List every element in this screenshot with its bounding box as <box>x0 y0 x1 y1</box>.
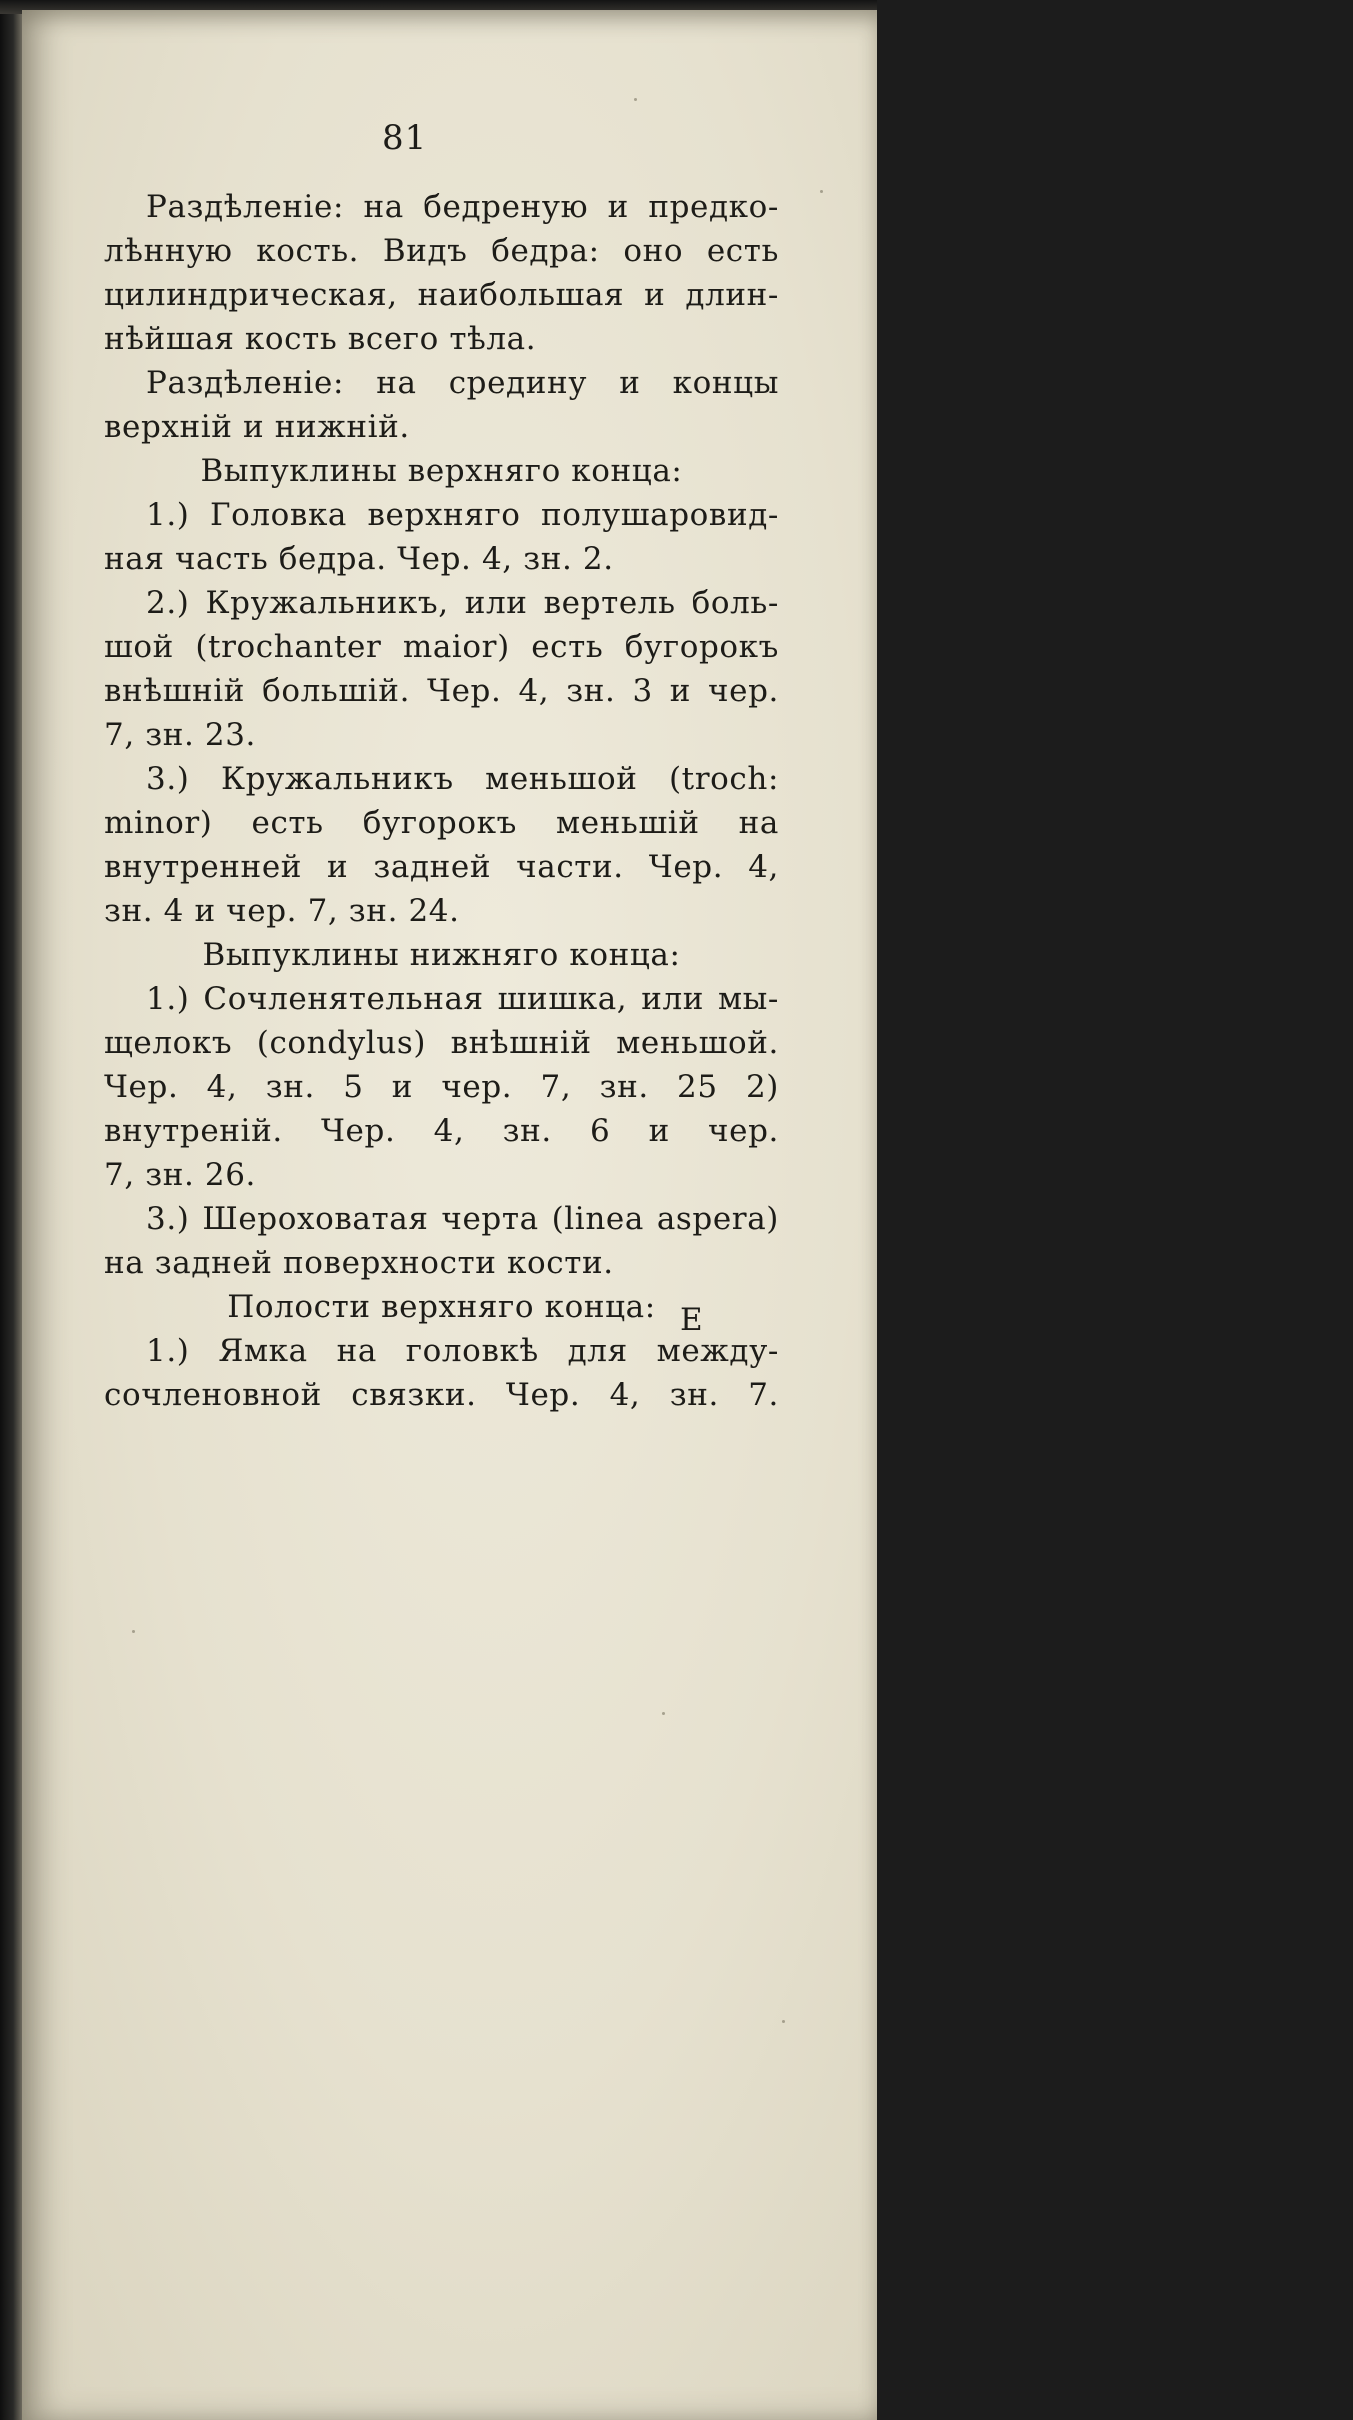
section-heading: Полости верхняго конца: <box>227 1289 656 1325</box>
catchword: E <box>680 1302 703 1338</box>
scan-left-edge <box>0 0 22 2420</box>
paper-speck <box>820 190 823 193</box>
text-line: minor) есть бугорокъ меньшій на <box>104 805 779 841</box>
page-number: 81 <box>382 118 428 158</box>
text-line: ная часть бедра. Чер. 4, зн. 2. <box>104 541 614 577</box>
text-line: шой (trochanter maior) есть бугорокъ <box>104 629 779 665</box>
text-line: Чер. 4, зн. 5 и чер. 7, зн. 25 2) <box>104 1069 779 1105</box>
text-line: цилиндрическая, наибольшая и длин- <box>104 277 779 313</box>
book-page <box>22 10 877 2420</box>
paper-speck <box>132 1630 135 1633</box>
paper-speck <box>662 1712 665 1715</box>
text-line: 3.) Кружальникъ меньшой (troch: <box>146 761 779 797</box>
text-line: 7, зн. 23. <box>104 717 257 753</box>
section-heading: Выпуклины нижняго конца: <box>202 937 681 973</box>
text-line: 3.) Шероховатая черта (linea aspera) <box>146 1201 779 1237</box>
text-line: 2.) Кружальникъ, или вертель боль- <box>146 585 779 621</box>
body-text <box>104 185 779 1417</box>
text-line: щелокъ (condylus) внѣшній меньшой. <box>104 1025 779 1061</box>
text-line: лѣнную кость. Видъ бедра: оно есть <box>104 233 779 269</box>
paper-speck <box>782 2020 785 2023</box>
paper-speck <box>634 98 637 101</box>
text-line: зн. 4 и чер. 7, зн. 24. <box>104 893 460 929</box>
text-line: внутренней и задней части. Чер. 4, <box>104 849 779 885</box>
text-line: 1.) Головка верхняго полушаровид- <box>146 497 779 533</box>
text-line: 1.) Сочленятельная шишка, или мы- <box>146 981 779 1017</box>
text-line: сочленовной связки. Чер. 4, зн. 7. <box>104 1377 779 1413</box>
text-line: 1.) Ямка на головкѣ для между- <box>146 1333 779 1369</box>
text-line: 7, зн. 26. <box>104 1157 257 1193</box>
text-line: Раздѣленіе: на бедреную и предко- <box>146 189 779 225</box>
section-heading: Выпуклины верхняго конца: <box>200 453 683 489</box>
text-line: Раздѣленіе: на средину и концы <box>146 365 779 401</box>
text-line: нѣйшая кость всего тѣла. <box>104 321 537 357</box>
text-line: внѣшній большій. Чер. 4, зн. 3 и чер. <box>104 673 779 709</box>
text-line: внутреній. Чер. 4, зн. 6 и чер. <box>104 1113 779 1149</box>
text-line: на задней поверхности кости. <box>104 1245 614 1281</box>
text-line: верхній и нижній. <box>104 409 410 445</box>
